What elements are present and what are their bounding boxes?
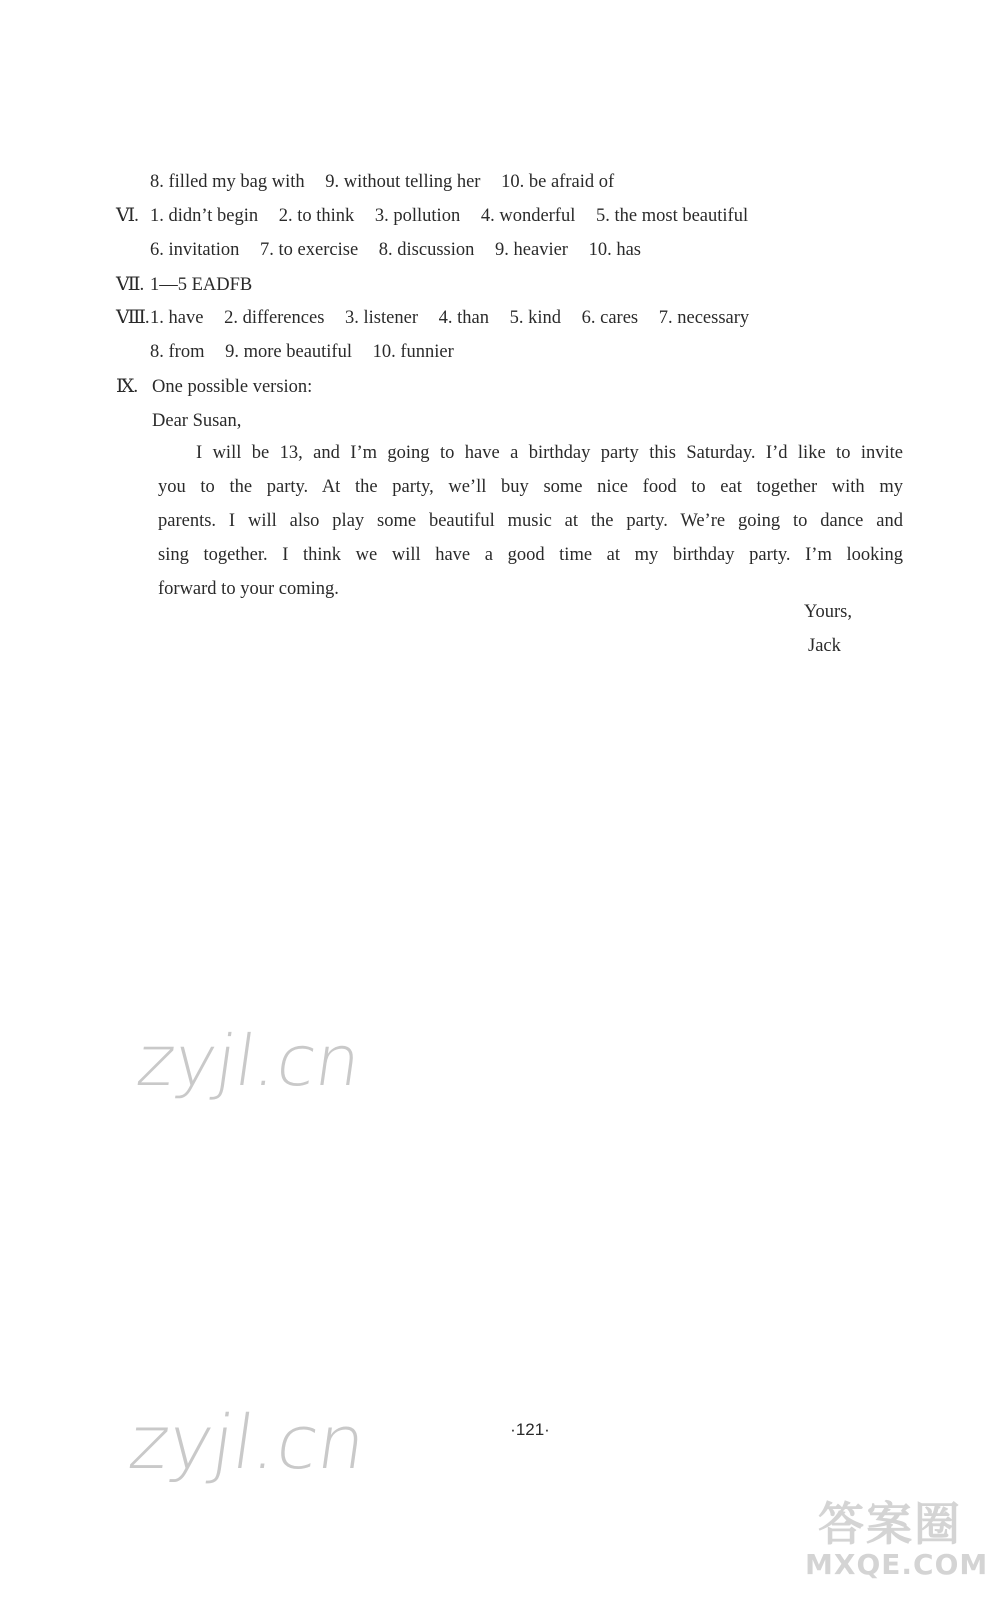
answer-item: 9. without telling her	[325, 172, 481, 192]
answer-item: 7. to exercise	[260, 240, 359, 260]
answer-item: 10. be afraid of	[501, 172, 615, 192]
section-ix-numeral: Ⅸ.	[116, 376, 138, 397]
answer-item: 10. has	[588, 240, 641, 260]
answer-item: 8. filled my bag with	[150, 172, 305, 192]
letter-signature: Jack	[808, 636, 841, 656]
section-vi-numeral: Ⅵ.	[116, 205, 138, 226]
answer-item: 3. listener	[345, 308, 418, 328]
answer-item: 9. heavier	[495, 240, 568, 260]
section-vii-numeral: Ⅶ.	[116, 274, 144, 295]
section-ix-intro: One possible version:	[152, 377, 313, 397]
answer-item: 8. discussion	[378, 240, 475, 260]
letter-body-line: sing together. I think we will have a good time at my birthday party. I’m looking	[158, 545, 903, 565]
answer-item: 9. more beautiful	[225, 342, 352, 362]
answer-item: 2. to think	[278, 206, 355, 226]
answer-item: 7. necessary	[658, 308, 750, 328]
answer-item: 5. kind	[509, 308, 561, 328]
letter-salutation: Dear Susan,	[152, 411, 242, 431]
letter-body-line: you to the party. At the party, we’ll buy some nice food to eat together with my	[158, 477, 903, 497]
letter-body-line: forward to your coming.	[158, 579, 339, 599]
answer-item: 6. cares	[581, 308, 639, 328]
letter-body-line: I will be 13, and I’m going to have a birthday party this Saturday. I’d like to invite	[196, 443, 903, 463]
section-v-continued-row	[150, 170, 614, 194]
section-viii-row-2	[150, 340, 454, 364]
page-number: ·121·	[510, 1420, 550, 1439]
answer-item: 2. differences	[224, 308, 325, 328]
answer-item: 1. have	[150, 308, 204, 328]
answer-item: 1. didn’t begin	[150, 206, 259, 226]
section-viii-numeral: Ⅷ.	[116, 307, 149, 328]
letter-closing: Yours,	[804, 602, 852, 622]
watermark-logo: zyjl.cn	[132, 1020, 366, 1102]
answer-item: 4. wonderful	[480, 206, 576, 226]
section-vii-answer: 1—5 EADFB	[150, 275, 253, 295]
answer-item: 4. than	[438, 308, 489, 328]
section-viii-row-1	[150, 306, 749, 330]
section-vi-row-2	[150, 238, 641, 262]
answer-item: 5. the most beautiful	[596, 206, 749, 226]
watermark-stamp-url: MXQE.COM	[805, 1548, 989, 1581]
answer-item: 8. from	[150, 342, 205, 362]
watermark-logo: zyjl.cn	[123, 1400, 371, 1486]
answer-item: 6. invitation	[150, 240, 240, 260]
watermark-stamp-text: 答案圈	[818, 1497, 962, 1551]
answer-item: 10. funnier	[372, 342, 454, 362]
answer-item: 3. pollution	[374, 206, 461, 226]
section-vi-row-1	[150, 204, 748, 228]
letter-body-line: parents. I will also play some beautiful music at the party. We’re going to dance and	[158, 511, 903, 531]
